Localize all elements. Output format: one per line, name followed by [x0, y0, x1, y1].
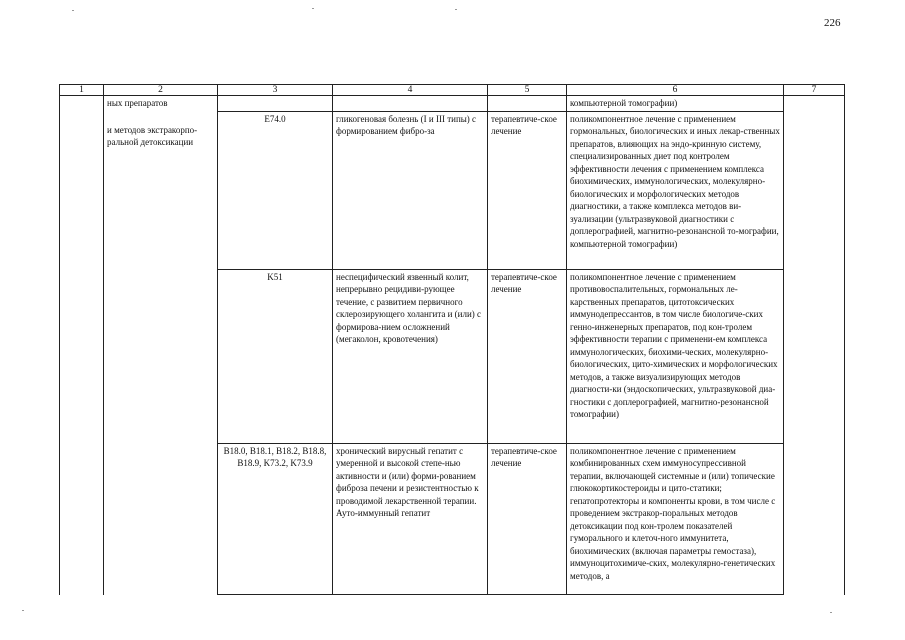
scan-speck [830, 612, 832, 613]
code-cell: K51 [218, 269, 333, 443]
scan-speck [22, 610, 24, 611]
treatment-type-cell: терапевтиче-ское лечение [488, 111, 567, 269]
disease-cell [333, 96, 488, 112]
method-cell: компьютерной томографии) [567, 96, 784, 112]
column-number: 2 [104, 85, 218, 96]
column-number-row [60, 85, 845, 96]
column-number: 6 [567, 85, 784, 96]
table-row [60, 96, 845, 112]
service-name-cell [104, 96, 218, 595]
disease-cell: хронический вирусный гепатит с умеренной и высокой степе-нью активности и (или) форми-рованием фиброза печени и резистентностью к проводимой лекарственной терапии. Ауто-иммунный гепатит [333, 443, 488, 595]
column-number: 7 [784, 85, 845, 96]
column-1-cell [60, 96, 104, 595]
method-cell: поликомпонентное лечение с применением противовоспалительных, гормональных ле-карственных препаратов, цитотоксических иммунодепрессантов, в том числе биологиче-ских генно-инженерных препаратов, под кон-тролем эффективности терапии с применени-ем комплекса иммунологических, биохими-ческих, молекулярно-биологических, цито-химических и морфологических методов, а также визуализирующих методов диагности-ки (эндоскопических, ультразвуковой диа-гностики с доплерографией, магнитно-резонансной томографии) [567, 269, 784, 443]
service-name-line: ных препаратов [107, 98, 168, 108]
code-cell: B18.0, B18.1, B18.2, B18.8, B18.9, K73.2, K73.9 [218, 443, 333, 595]
method-cell: поликомпонентное лечение с применением гормональных, биологических и иных лекар-ственных препаратов, влияющих на эндо-кринную систему, специализированных диет под контролем эффективности лечения с применением комплекса биохимических, иммунологических, молекулярно-биологических и морфологических методов диагностики, а также комплекса методов ви-зуализации (ультразвуковой диагностики с доплерографией, магнитно-резонансной то-мографии, компьютерной томографии) [567, 111, 784, 269]
service-name-line: и методов экстракорпо- [107, 124, 198, 135]
service-name-line: ральной детоксикации [107, 137, 194, 147]
column-number: 5 [488, 85, 567, 96]
disease-cell: гликогеновая болезнь (I и III типы) с формированием фибро-за [333, 111, 488, 269]
scan-speck [312, 8, 314, 9]
code-cell [218, 96, 333, 112]
disease-cell: неспецифический язвенный колит, непрерывно рецидиви-рующее течение, с развитием первичного склерозирующего холангита и (или) с формирова-нием осложнений (мегаколон, кровотечения) [333, 269, 488, 443]
page-number: 226 [824, 17, 841, 29]
treatment-type-cell: терапевтиче-ское лечение [488, 269, 567, 443]
column-number: 1 [60, 85, 104, 96]
column-number: 4 [333, 85, 488, 96]
column-number: 3 [218, 85, 333, 96]
services-table [59, 84, 845, 595]
method-cell: поликомпонентное лечение с применением комбинированных схем иммуносупрессивной терапии, включающей системные и (или) топические глюкокортикостероиды и цито-статики; гепатопротекторы и компоненты крови, в том числе с проведением экстракор-поральных методов детоксикации под кон-тролем показателей гуморального и клеточ-ного иммунитета, биохимических (включая параметры гемостаза), иммуноцитохимиче-ских, молекулярно-генетических методов, а [567, 443, 784, 595]
scan-speck [455, 9, 457, 10]
code-cell: E74.0 [218, 111, 333, 269]
treatment-type-cell: терапевтиче-ское лечение [488, 443, 567, 595]
scan-speck [72, 10, 74, 11]
treatment-type-cell [488, 96, 567, 112]
column-7-cell [784, 96, 845, 595]
